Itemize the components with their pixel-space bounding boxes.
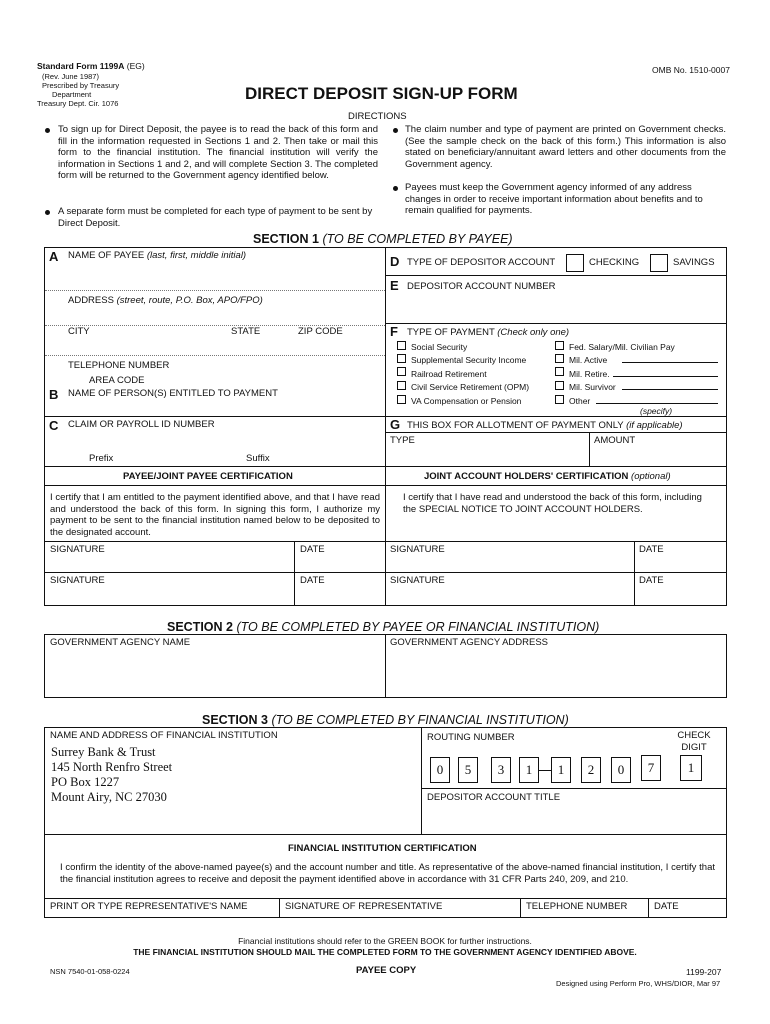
date-label: DATE bbox=[300, 575, 325, 586]
department: Department bbox=[52, 90, 92, 99]
bullet-icon bbox=[393, 186, 398, 191]
prefix-label: Prefix bbox=[89, 453, 114, 464]
railroad-retirement-checkbox[interactable] bbox=[397, 367, 406, 376]
savings-checkbox[interactable] bbox=[650, 254, 668, 272]
allotment-type-input[interactable] bbox=[387, 447, 587, 465]
fi-certification-title: FINANCIAL INSTITUTION CERTIFICATION bbox=[288, 843, 477, 854]
entitled-persons-label: NAME OF PERSON(S) ENTITLED TO PAYMENT bbox=[68, 388, 278, 399]
signature-label: SIGNATURE bbox=[50, 544, 105, 555]
area-code-label: AREA CODE bbox=[89, 375, 145, 386]
rep-name-label: PRINT OR TYPE REPRESENTATIVE'S NAME bbox=[50, 901, 248, 912]
payee-date-field-2[interactable] bbox=[296, 588, 383, 604]
field-letter-b: B bbox=[49, 387, 59, 402]
savings-label: SAVINGS bbox=[673, 257, 715, 268]
joint-signature-field-2[interactable] bbox=[387, 588, 632, 604]
payee-name-input[interactable] bbox=[46, 264, 383, 289]
fi-date-label: DATE bbox=[654, 901, 679, 912]
date-label: DATE bbox=[639, 544, 664, 555]
joint-signature-field[interactable] bbox=[387, 557, 632, 572]
agency-address-input[interactable] bbox=[387, 650, 725, 696]
financial-institution-label: NAME AND ADDRESS OF FINANCIAL INSTITUTION bbox=[50, 730, 278, 741]
fi-line: PO Box 1227 bbox=[51, 775, 120, 789]
claim-number-label: CLAIM OR PAYROLL ID NUMBER bbox=[68, 419, 215, 430]
field-letter-d: D bbox=[390, 254, 400, 269]
agency-name-label: GOVERNMENT AGENCY NAME bbox=[50, 637, 191, 648]
payment-type-label: TYPE OF PAYMENT (Check only one) bbox=[407, 327, 570, 338]
field-letter-g: G bbox=[390, 417, 401, 432]
payee-signature-field[interactable] bbox=[46, 557, 292, 572]
prescribed-by: Prescribed by Treasury bbox=[42, 81, 120, 90]
allotment-amount-input[interactable] bbox=[591, 447, 725, 465]
account-title-input[interactable] bbox=[423, 805, 725, 833]
direction-left-2: A separate form must be completed for each type of payment to be sent by Direct Deposit. bbox=[58, 206, 373, 229]
bullet-icon bbox=[45, 128, 50, 133]
agency-address-label: GOVERNMENT AGENCY ADDRESS bbox=[390, 637, 549, 648]
claim-number-input[interactable] bbox=[46, 433, 383, 451]
ssi-checkbox[interactable] bbox=[397, 354, 406, 363]
social-security-checkbox[interactable] bbox=[397, 341, 406, 350]
account-number-input[interactable] bbox=[387, 294, 725, 322]
agency-name-input[interactable] bbox=[46, 650, 383, 696]
joint-date-field-2[interactable] bbox=[636, 588, 725, 604]
payment-option-label: Other bbox=[569, 396, 591, 406]
suffix-label: Suffix bbox=[246, 453, 270, 464]
omb-number: OMB No. 1510-0007 bbox=[652, 65, 730, 75]
city-state-zip-input[interactable] bbox=[46, 339, 383, 354]
rep-signature-label: SIGNATURE OF REPRESENTATIVE bbox=[285, 901, 443, 912]
form-title: DIRECT DEPOSIT SIGN-UP FORM bbox=[245, 84, 518, 103]
signature-label: SIGNATURE bbox=[50, 575, 105, 586]
payee-date-field[interactable] bbox=[296, 557, 383, 572]
routing-number-label: ROUTING NUMBER bbox=[427, 732, 515, 743]
fi-telephone-label: TELEPHONE NUMBER bbox=[526, 901, 628, 912]
direction-right-1: The claim number and type of payment are printed on Government checks. (See the sample check on the back of this form.) This information is also stated on beneficiary/annuitant award letters and other documents from the Government agency. bbox=[405, 124, 726, 170]
account-type-label: TYPE OF DEPOSITOR ACCOUNT bbox=[407, 257, 556, 268]
checking-checkbox[interactable] bbox=[566, 254, 584, 272]
directions-heading: DIRECTIONS bbox=[348, 111, 407, 122]
account-title-label: DEPOSITOR ACCOUNT TITLE bbox=[427, 792, 561, 803]
payee-copy-label: PAYEE COPY bbox=[356, 965, 417, 976]
payee-certification-title: PAYEE/JOINT PAYEE CERTIFICATION bbox=[123, 471, 293, 482]
payee-signature-field-2[interactable] bbox=[46, 588, 292, 604]
bullet-icon bbox=[393, 128, 398, 133]
payment-option-label: Mil. Survivor bbox=[569, 382, 616, 392]
allotment-label: THIS BOX FOR ALLOTMENT OF PAYMENT ONLY (if applicable) bbox=[407, 420, 683, 431]
joint-certification-text: I certify that I have read and understood the back of this form, including the SPECIAL NOTICE TO JOINT ACCOUNT HOLDERS. bbox=[403, 492, 702, 515]
routing-digit-8[interactable]: 7 bbox=[641, 755, 661, 781]
routing-digit-3[interactable]: 3 bbox=[491, 757, 511, 783]
section2-title: SECTION 2 (TO BE COMPLETED BY PAYEE OR FINANCIAL INSTITUTION) bbox=[167, 620, 600, 634]
checking-label: CHECKING bbox=[589, 257, 640, 268]
check-digit-box[interactable]: 1 bbox=[680, 755, 702, 781]
payment-option-label: Supplemental Security Income bbox=[411, 355, 527, 365]
financial-institution-address[interactable] bbox=[51, 745, 172, 805]
routing-digit-5[interactable]: 1 bbox=[551, 757, 571, 783]
account-number-label: DEPOSITOR ACCOUNT NUMBER bbox=[407, 281, 556, 292]
payment-option-label: Civil Service Retirement (OPM) bbox=[411, 382, 530, 392]
direction-left-1: To sign up for Direct Deposit, the payee is to read the back of this form and fill in the information requested in Sections 1 and 2. Then take or mail this form to the financial institution. The financial institution will verify the information in Sections 1 and 2, and will complete Section 3. The completed form will be returned to the Government agency identified below. bbox=[58, 124, 378, 181]
payee-certification-text: I certify that I am entitled to the payment identified above, and that I have read and understood the back of this form. In signing this form, I authorize my payment to be sent to the financial institution named below to be deposited to the designated account. bbox=[50, 492, 380, 538]
other-specify-line[interactable] bbox=[596, 403, 718, 404]
field-letter-a: A bbox=[49, 249, 59, 264]
va-compensation-checkbox[interactable] bbox=[397, 395, 406, 404]
bullet-icon bbox=[45, 210, 50, 215]
routing-digit-7[interactable]: 0 bbox=[611, 757, 631, 783]
fi-line: 145 North Renfro Street bbox=[51, 760, 173, 774]
field-letter-c: C bbox=[49, 418, 59, 433]
section1-title: SECTION 1 (TO BE COMPLETED BY PAYEE) bbox=[253, 232, 513, 246]
nsn-number: NSN 7540-01-058-0224 bbox=[50, 967, 130, 976]
revision-date: (Rev. June 1987) bbox=[42, 72, 99, 81]
state-label: STATE bbox=[231, 326, 261, 337]
payment-option-label: Fed. Salary/Mil. Civilian Pay bbox=[569, 342, 675, 352]
joint-certification-title: JOINT ACCOUNT HOLDERS' CERTIFICATION (optional) bbox=[424, 471, 671, 482]
payment-option-label: Mil. Active bbox=[569, 355, 608, 365]
payee-name-label: NAME OF PAYEE (last, first, middle initial) bbox=[68, 250, 247, 261]
address-input[interactable] bbox=[46, 308, 383, 324]
form-number: Standard Form 1199A (EG) bbox=[37, 61, 145, 71]
civil-service-checkbox[interactable] bbox=[397, 381, 406, 390]
field-letter-e: E bbox=[390, 278, 399, 293]
designed-credit: Designed using Perform Pro, WHS/DIOR, Mar 97 bbox=[556, 979, 721, 988]
routing-digit-6[interactable]: 2 bbox=[581, 757, 601, 783]
date-label: DATE bbox=[639, 575, 664, 586]
other-checkbox[interactable] bbox=[555, 395, 564, 404]
fi-line: Mount Airy, NC 27030 bbox=[51, 790, 167, 804]
check-digit-label: CHECK DIGIT bbox=[677, 730, 711, 753]
allotment-type-label: TYPE bbox=[390, 435, 415, 446]
mil-retire-checkbox[interactable] bbox=[555, 367, 564, 376]
address-label: ADDRESS (street, route, P.O. Box, APO/FPO) bbox=[68, 295, 263, 306]
payment-option-label: Social Security bbox=[411, 342, 468, 352]
joint-date-field[interactable] bbox=[636, 557, 725, 572]
specify-label: (specify) bbox=[640, 406, 673, 416]
mil-active-checkbox[interactable] bbox=[555, 354, 564, 363]
allotment-amount-label: AMOUNT bbox=[594, 435, 636, 446]
field-letter-f: F bbox=[390, 324, 398, 339]
telephone-label: TELEPHONE NUMBER bbox=[68, 360, 170, 371]
mail-instruction: THE FINANCIAL INSTITUTION SHOULD MAIL THE COMPLETED FORM TO THE GOVERNMENT AGENCY IDENTIFIED ABOVE. bbox=[133, 947, 637, 957]
signature-label: SIGNATURE bbox=[390, 575, 445, 586]
date-label: DATE bbox=[300, 544, 325, 555]
zip-label: ZIP CODE bbox=[298, 326, 343, 337]
routing-digit-4[interactable]: 1 bbox=[519, 757, 539, 783]
routing-digit-1[interactable]: 0 bbox=[430, 757, 450, 783]
fi-line: Surrey Bank & Trust bbox=[51, 745, 156, 759]
signature-label: SIGNATURE bbox=[390, 544, 445, 555]
payment-option-label: Railroad Retirement bbox=[411, 369, 487, 379]
entitled-persons-input[interactable] bbox=[46, 401, 383, 416]
city-label: CITY bbox=[68, 326, 90, 337]
fed-salary-checkbox[interactable] bbox=[555, 341, 564, 350]
form-code: 1199-207 bbox=[686, 967, 722, 977]
routing-digit-2[interactable]: 5 bbox=[458, 757, 478, 783]
payment-option-label: Mil. Retire. bbox=[569, 369, 610, 379]
fi-certification-text: I confirm the identity of the above-named payee(s) and the account number and title. As representative of the above-named financial institution, I certify that the financial institution agrees to receive and deposit the payment identified above in accordance with 31 CFR Parts 240, 209, and 210. bbox=[60, 862, 715, 885]
payment-option-label: VA Compensation or Pension bbox=[411, 396, 522, 406]
treasury-circular: Treasury Dept. Cir. 1076 bbox=[37, 99, 119, 108]
direction-right-2: Payees must keep the Government agency informed of any address changes in order to receive important information about benefits and to remain qualified for payments. bbox=[405, 182, 703, 216]
green-book-note: Financial institutions should refer to the GREEN BOOK for further instructions. bbox=[238, 936, 532, 946]
mil-survivor-checkbox[interactable] bbox=[555, 381, 564, 390]
section3-title: SECTION 3 (TO BE COMPLETED BY FINANCIAL INSTITUTION) bbox=[202, 713, 569, 727]
